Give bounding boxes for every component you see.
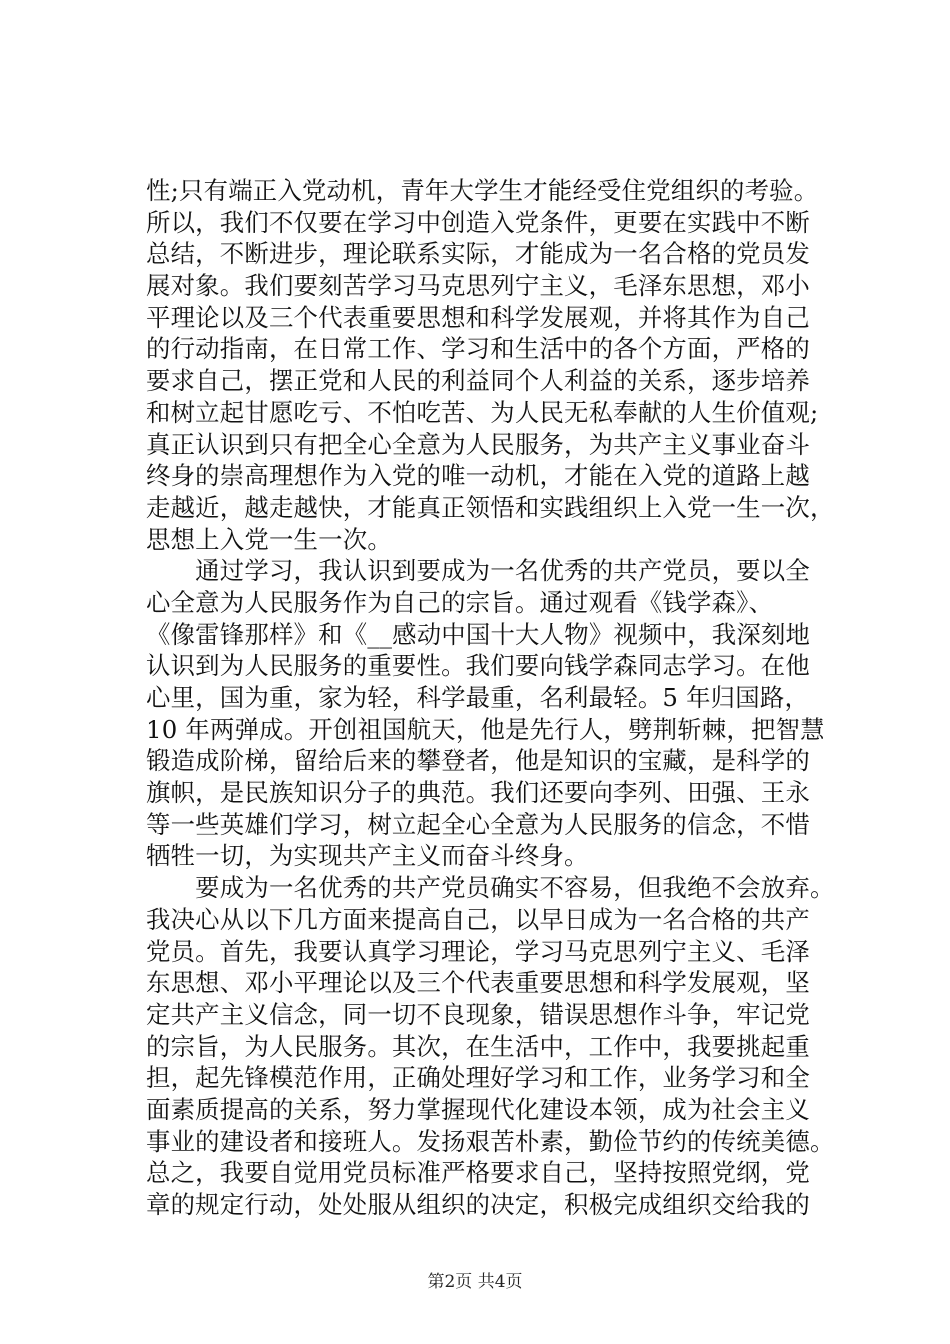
text-line: 《像雷锋那样》和《__感动中国十大人物》视频中，我深刻地 [146, 619, 811, 649]
text-line: 展对象。我们要刻苦学习马克思列宁主义，毛泽东思想，邓小 [146, 271, 810, 301]
text-line: 总之，我要自觉用党员标准严格要求自己，坚持按照党纲，党 [146, 1158, 810, 1188]
text-line: 的行动指南，在日常工作、学习和生活中的各个方面，严格的 [146, 334, 810, 364]
text-line: 党员。首先，我要认真学习理论，学习马克思列宁主义、毛泽 [146, 936, 810, 966]
text-line: 等一些英雄们学习，树立起全心全意为人民服务的信念，不惜 [146, 809, 810, 839]
text-line: 事业的建设者和接班人。发扬艰苦朴素，勤俭节约的传统美德。 [146, 1126, 835, 1156]
text-line: 东思想、邓小平理论以及三个代表重要思想和科学发展观，坚 [146, 968, 810, 998]
text-line: 章的规定行动，处处服从组织的决定，积极完成组织交给我的 [146, 1190, 810, 1219]
text-line: 真正认识到只有把全心全意为人民服务，为共产主义事业奋斗 [146, 429, 810, 459]
text-line: 走越近，越走越快，才能真正领悟和实践组织上入党一生一次， [146, 492, 835, 522]
text-line: 我决心从以下几方面来提高自己，以早日成为一名合格的共产 [146, 904, 810, 934]
text-line: 锻造成阶梯，留给后来的攀登者，他是知识的宝藏，是科学的 [146, 746, 810, 776]
text-line: 思想上入党一生一次。 [146, 524, 392, 554]
text-line: 面素质提高的关系，努力掌握现代化建设本领，成为社会主义 [146, 1094, 810, 1124]
text-line: 10 年两弹成。开创祖国航天，他是先行人，劈荆斩棘，把智慧 [146, 714, 825, 744]
text-line: 和树立起甘愿吃亏、不怕吃苦、为人民无私奉献的人生价值观; [146, 397, 819, 427]
text-line: 平理论以及三个代表重要思想和科学发展观，并将其作为自己 [146, 302, 810, 332]
text-line: 牺牲一切，为实现共产主义而奋斗终身。 [146, 841, 589, 871]
text-line: 通过学习，我认识到要成为一名优秀的共产党员，要以全 [146, 556, 810, 586]
text-line: 总结，不断进步，理论联系实际，才能成为一名合格的党员发 [146, 239, 810, 269]
text-line: 心全意为人民服务作为自己的宗旨。通过观看《钱学森》、 [146, 587, 774, 617]
text-line: 要成为一名优秀的共产党员确实不容易，但我绝不会放弃。 [146, 873, 835, 903]
text-line: 的宗旨，为人民服务。其次，在生活中，工作中，我要挑起重 [146, 1031, 810, 1061]
text-line: 心里，国为重，家为轻，科学最重，名利最轻。5 年归国路， [146, 683, 810, 712]
text-line: 定共产主义信念，同一切不良现象，错误思想作斗争，牢记党 [146, 999, 810, 1029]
document-body [146, 175, 835, 1221]
text-line: 所以，我们不仅要在学习中创造入党条件，更要在实践中不断 [146, 207, 810, 237]
text-line: 认识到为人民服务的重要性。我们要向钱学森同志学习。在他 [146, 651, 810, 681]
text-line: 性;只有端正入党动机，青年大学生才能经受住党组织的考验。 [146, 176, 819, 205]
text-line: 要求自己，摆正党和人民的利益同个人利益的关系，逐步培养 [146, 366, 810, 396]
text-line: 终身的崇高理想作为入党的唯一动机，才能在入党的道路上越 [146, 461, 810, 491]
text-line: 旗帜，是民族知识分子的典范。我们还要向李列、田强、王永 [146, 778, 810, 808]
page-footer: 第2页 共4页 [427, 1272, 523, 1292]
text-line: 担，起先锋模范作用，正确处理好学习和工作，业务学习和全 [146, 1063, 810, 1093]
